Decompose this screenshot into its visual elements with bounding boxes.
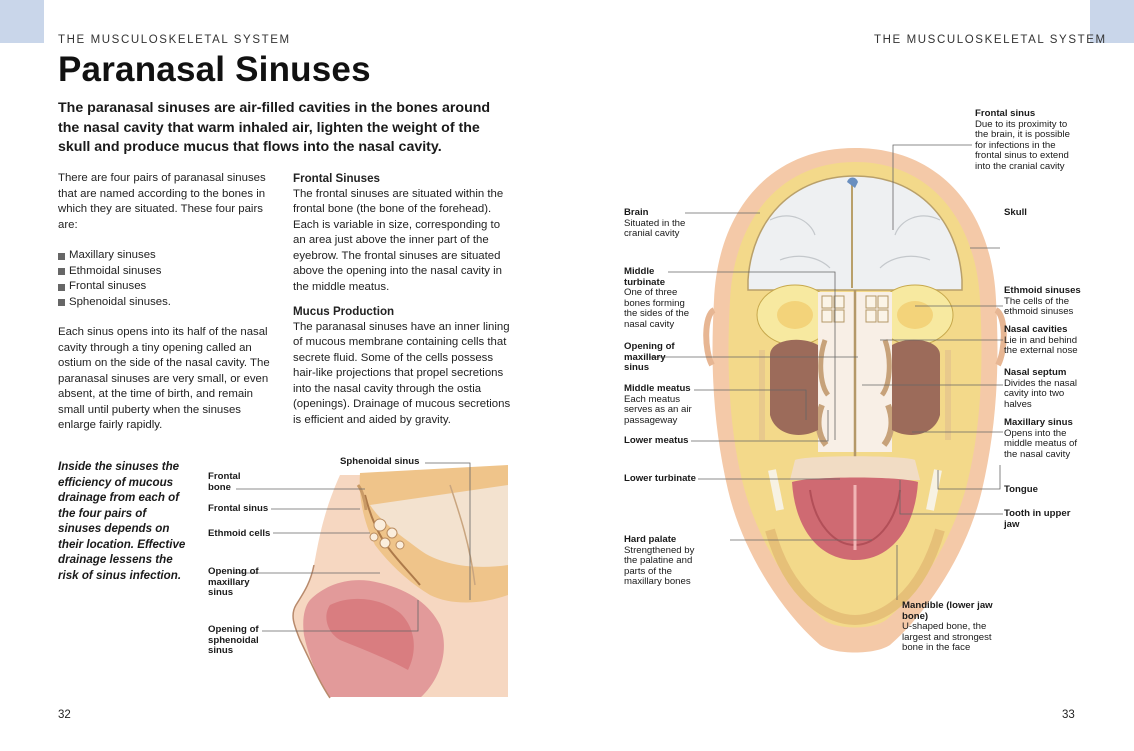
label-middle-turbinate: Middle turbinate One of three bones forming the sides of the nasal cavity (624, 266, 690, 330)
label-tooth-upper-jaw: Tooth in upper jaw (1004, 508, 1071, 530)
list-item: Sphenoidal sinuses. (58, 295, 280, 311)
label-frontal-sinus: Frontal sinus (208, 503, 269, 514)
label-frontal-sinus-front: Frontal sinus Due to its proximity to the brain, it is possible for infections in the frontal sinus to extend into the cranial cavity (975, 108, 1070, 172)
label-hard-palate: Hard palate Strengthened by the palatine and parts of the maxillary bones (624, 534, 695, 587)
label-tongue: Tongue (1004, 484, 1038, 495)
label-sphenoidal-sinus: Sphenoidal sinus (340, 456, 420, 467)
page-title: Paranasal Sinuses (58, 50, 371, 89)
label-frontal-bone: Frontal bone (208, 471, 241, 493)
heading-frontal-sinuses: Frontal Sinuses (293, 172, 380, 185)
list-item: Maxillary sinuses (58, 248, 280, 264)
label-lower-turbinate: Lower turbinate (624, 473, 696, 484)
col1-paragraph-2: Each sinus opens into its half of the nasal cavity through a tiny opening called an ostium on the side of the nasal cavity. The paranasal sinuses are very small, or even absent, at the time of birth, and remain small until puberty when the sinuses enlarge fairly rapidly. (58, 326, 270, 431)
label-ethmoid-cells: Ethmoid cells (208, 528, 271, 539)
label-nasal-septum: Nasal septum Divides the nasal cavity into two halves (1004, 367, 1078, 410)
list-item: Ethmoidal sinuses (58, 264, 280, 280)
label-opening-sphenoidal-sinus: Opening of sphenoidal sinus (208, 624, 259, 656)
label-lower-meatus: Lower meatus (624, 435, 689, 446)
label-opening-maxillary-sinus: Opening of maxillary sinus (208, 566, 259, 598)
heading-mucus-production: Mucus Production (293, 305, 395, 318)
col2-paragraph-1: The frontal sinuses are situated within the frontal bone (the bone of the forehead). Each is variable in size, corresponding to an area just above the inner part of the eyebrow. The frontal sinuses are situated above the opening into the nasal cavity in the middle meatus. (293, 187, 504, 293)
list-item: Frontal sinuses (58, 279, 280, 295)
running-head-right: THE MUSCULOSKELETAL SYSTEM (874, 34, 1107, 46)
label-middle-meatus: Middle meatus Each meatus serves as an air passageway (624, 383, 692, 426)
label-mandible: Mandible (lower jaw bone) U-shaped bone, the largest and strongest bone in the face (902, 600, 993, 653)
label-opening-of-maxillary-sinus: Opening of maxillary sinus (624, 341, 675, 373)
figure-caption: Inside the sinuses the efficiency of mucous drainage from each of the four pairs of sinuses depends on their location. Effective drainage lessens the risk of sinus infection. (58, 460, 186, 582)
running-head-left: THE MUSCULOSKELETAL SYSTEM (58, 34, 291, 46)
intro-paragraph: The paranasal sinuses are air-filled cavities in the bones around the nasal cavity that warm inhaled air, lighten the weight of the skull and produce mucus that flows into the nasal cavity. (58, 100, 491, 155)
label-skull: Skull (1004, 207, 1027, 218)
page-number-left: 32 (58, 709, 71, 721)
col1-paragraph-1: There are four pairs of paranasal sinuses that are named according to the bones in which they are situated. These four pairs are: (58, 172, 266, 231)
page-number-right: 33 (1062, 709, 1075, 721)
col2-paragraph-2: The paranasal sinuses have an inner lining of mucous membrane containing cells that secrete fluid. Some of the cells possess hair-like projections that propel secretions into the nasal cavity through the ostia (openings). Drainage of mucous secretions is efficient and aided by gravity. (293, 320, 511, 426)
label-nasal-cavities: Nasal cavities Lie in and behind the external nose (1004, 324, 1078, 356)
label-brain: Brain Situated in the cranial cavity (624, 207, 686, 239)
label-maxillary-sinus: Maxillary sinus Opens into the middle meatus of the nasal cavity (1004, 417, 1078, 460)
label-ethmoid-sinuses: Ethmoid sinuses The cells of the ethmoid sinuses (1004, 285, 1081, 317)
